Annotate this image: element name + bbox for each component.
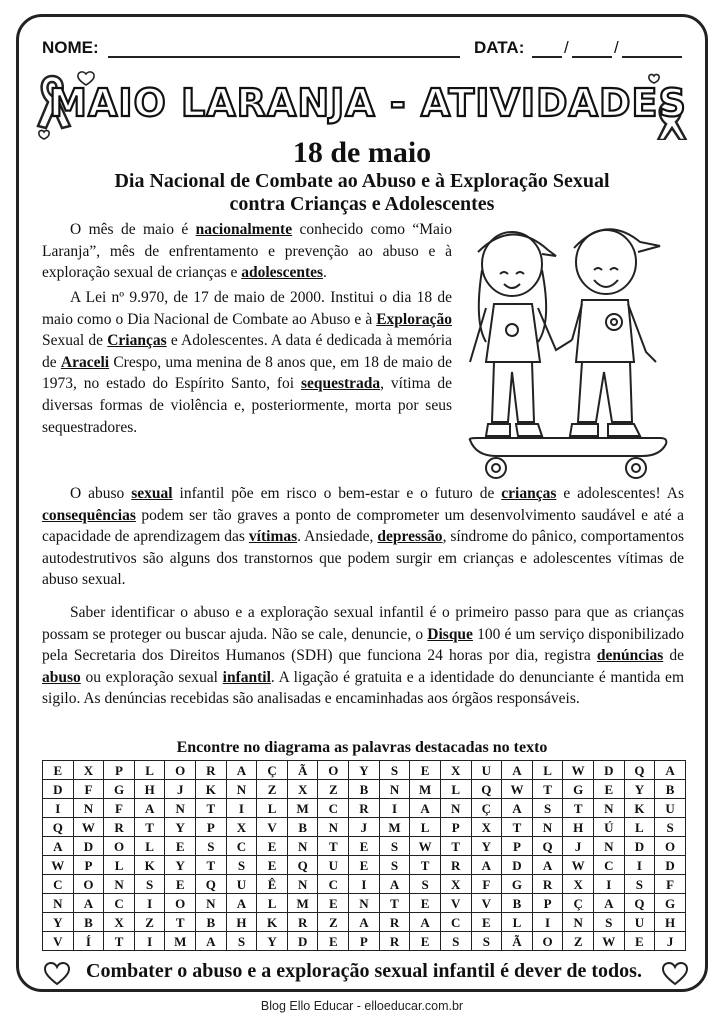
grid-cell[interactable]: T — [563, 799, 594, 818]
grid-cell[interactable]: H — [226, 913, 257, 932]
grid-cell[interactable]: P — [532, 894, 563, 913]
date-separator: / — [564, 38, 569, 57]
grid-cell[interactable]: M — [410, 780, 441, 799]
grid-cell[interactable]: E — [593, 780, 624, 799]
grid-cell[interactable]: N — [73, 799, 104, 818]
header — [42, 36, 684, 62]
date-month-line[interactable] — [572, 56, 612, 58]
grid-cell[interactable]: Z — [318, 780, 349, 799]
grid-cell[interactable]: N — [165, 799, 196, 818]
grid-cell[interactable]: Q — [532, 837, 563, 856]
grid-cell[interactable]: L — [624, 818, 655, 837]
banner-title: MAIO LARANJA - ATIVIDADES — [49, 81, 687, 125]
grid-cell[interactable]: O — [104, 837, 135, 856]
grid-row — [43, 799, 686, 818]
grid-cell[interactable]: G — [655, 894, 686, 913]
grid-cell[interactable]: A — [410, 913, 441, 932]
paragraph-text: O abuso — [70, 485, 132, 502]
grid-cell[interactable]: L — [257, 799, 288, 818]
grid-cell[interactable]: E — [349, 837, 380, 856]
grid-cell[interactable]: C — [43, 875, 74, 894]
paragraph-text: e Adolescentes. A data é dedicada à memória de — [42, 332, 452, 371]
highlighted-word: infantil — [222, 668, 271, 686]
grid-cell[interactable]: B — [349, 780, 380, 799]
grid-cell[interactable]: S — [410, 875, 441, 894]
grid-cell[interactable]: Y — [257, 932, 288, 951]
grid-cell[interactable]: M — [165, 932, 196, 951]
grid-cell[interactable]: V — [257, 818, 288, 837]
grid-cell[interactable]: E — [410, 894, 441, 913]
highlighted-word: crianças — [501, 485, 557, 502]
grid-cell[interactable]: S — [226, 932, 257, 951]
grid-cell[interactable]: T — [532, 780, 563, 799]
grid-cell[interactable]: N — [43, 894, 74, 913]
grid-cell[interactable]: Ç — [471, 799, 502, 818]
grid-cell[interactable]: E — [471, 913, 502, 932]
grid-cell[interactable]: E — [165, 837, 196, 856]
grid-cell[interactable]: C — [593, 856, 624, 875]
wordsearch-grid[interactable] — [42, 760, 686, 951]
grid-cell[interactable]: X — [440, 875, 471, 894]
grid-cell[interactable]: C — [318, 799, 349, 818]
grid-cell[interactable]: O — [655, 837, 686, 856]
grid-cell[interactable]: A — [349, 913, 380, 932]
grid-row — [43, 875, 686, 894]
grid-cell[interactable]: O — [532, 932, 563, 951]
grid-cell[interactable]: F — [73, 780, 104, 799]
grid-cell[interactable]: A — [593, 894, 624, 913]
grid-cell[interactable]: T — [165, 913, 196, 932]
grid-cell[interactable]: K — [624, 799, 655, 818]
grid-cell[interactable]: Ã — [502, 932, 533, 951]
grid-cell[interactable]: P — [196, 818, 227, 837]
grid-cell[interactable]: R — [287, 913, 318, 932]
grid-cell[interactable]: X — [226, 818, 257, 837]
grid-cell[interactable]: Í — [73, 932, 104, 951]
paragraph-text: , síndrome do pânico, comportamentos autodestrutivos são alguns dos transtornos que podem surgir em crianças e adolescentes vítimas de abuso sexual. — [42, 528, 684, 589]
grid-row — [43, 856, 686, 875]
paragraph-text: . A ligação é gratuita e a identidade do denunciante é mantida em sigilo. As denúncias recebidas são analisadas e encaminhadas aos órgãos responsáveis. — [42, 668, 684, 708]
grid-row — [43, 818, 686, 837]
highlighted-word: adolescentes — [241, 264, 324, 282]
highlighted-word: Araceli — [60, 353, 110, 371]
grid-cell[interactable]: S — [379, 856, 410, 875]
paragraph-text: Sexual de — [42, 332, 108, 350]
grid-cell[interactable]: E — [318, 894, 349, 913]
footer-credit — [0, 999, 724, 1013]
subtitle-line-1: Dia Nacional de Combate ao Abuso e à Exploração Sexual — [114, 170, 610, 192]
grid-cell[interactable]: Ç — [257, 761, 288, 780]
grid-cell[interactable]: Q — [43, 818, 74, 837]
highlighted-word: vítimas — [248, 528, 298, 546]
grid-cell[interactable]: C — [226, 837, 257, 856]
grid-row — [43, 761, 686, 780]
highlighted-word: Exploração — [376, 310, 452, 328]
name-field-line[interactable] — [108, 56, 460, 58]
grid-cell[interactable]: L — [134, 837, 165, 856]
grid-cell[interactable]: Q — [624, 761, 655, 780]
paragraph-text: Saber identificar o abuso e a exploração sexual infantil é o primeiro passo para que as crianças possam se proteger ou buscar ajuda. Não se cale, denuncie, o — [42, 604, 684, 643]
grid-cell[interactable]: E — [165, 875, 196, 894]
grid-cell[interactable]: Y — [165, 818, 196, 837]
grid-cell[interactable]: N — [379, 780, 410, 799]
grid-cell[interactable]: Ê — [257, 875, 288, 894]
grid-cell[interactable]: B — [502, 894, 533, 913]
grid-cell[interactable]: P — [104, 761, 135, 780]
grid-cell[interactable]: U — [624, 913, 655, 932]
grid-cell[interactable]: N — [318, 818, 349, 837]
highlighted-word: consequências — [42, 506, 136, 524]
paragraph-text: , vítima de diversas formas de violência e, posteriormente, morta por seus sequestradores. — [42, 375, 452, 436]
paragraph-text: podem ser tão graves a ponto de comprometer um desenvolvimento saudável e até a capacidade de aprendizagem das — [42, 506, 684, 546]
grid-cell[interactable]: A — [43, 837, 74, 856]
paragraph-text: . Ansiedade, — [297, 528, 378, 546]
grid-cell[interactable]: S — [440, 932, 471, 951]
grid-row — [43, 932, 686, 951]
highlighted-word: abuso — [42, 668, 81, 686]
highlighted-word: sequestrada — [300, 375, 381, 393]
grid-cell[interactable]: I — [593, 875, 624, 894]
grid-row — [43, 837, 686, 856]
grid-cell[interactable]: D — [43, 780, 74, 799]
grid-cell[interactable]: Ú — [593, 818, 624, 837]
grid-cell[interactable]: J — [349, 818, 380, 837]
grid-cell[interactable]: D — [624, 837, 655, 856]
grid-cell[interactable]: C — [104, 894, 135, 913]
grid-cell[interactable]: A — [226, 894, 257, 913]
grid-cell[interactable]: G — [502, 875, 533, 894]
grid-cell[interactable]: G — [104, 780, 135, 799]
grid-cell[interactable]: O — [165, 894, 196, 913]
grid-cell[interactable]: G — [563, 780, 594, 799]
grid-cell[interactable]: A — [379, 875, 410, 894]
title-banner — [30, 66, 694, 140]
heart-icon — [662, 962, 688, 986]
grid-cell[interactable]: E — [257, 856, 288, 875]
kids-illustration — [456, 212, 678, 484]
grid-cell[interactable]: J — [165, 780, 196, 799]
grid-cell[interactable]: A — [196, 932, 227, 951]
grid-cell[interactable]: T — [379, 894, 410, 913]
grid-cell[interactable]: N — [563, 913, 594, 932]
grid-cell[interactable]: Y — [349, 761, 380, 780]
grid-cell[interactable]: Ã — [287, 761, 318, 780]
grid-cell[interactable]: R — [379, 932, 410, 951]
grid-cell[interactable]: L — [410, 818, 441, 837]
grid-cell[interactable]: Y — [471, 837, 502, 856]
grid-cell[interactable]: E — [410, 761, 441, 780]
grid-cell[interactable]: S — [532, 799, 563, 818]
grid-cell[interactable]: U — [471, 761, 502, 780]
grid-cell[interactable]: S — [624, 875, 655, 894]
grid-cell[interactable]: Q — [196, 875, 227, 894]
highlighted-word: sexual — [131, 485, 173, 502]
grid-cell[interactable]: Q — [624, 894, 655, 913]
grid-cell[interactable]: E — [624, 932, 655, 951]
grid-cell[interactable]: K — [196, 780, 227, 799]
grid-cell[interactable]: L — [440, 780, 471, 799]
grid-cell[interactable]: M — [287, 799, 318, 818]
paragraph-3 — [42, 483, 684, 591]
paragraph-1 — [42, 219, 452, 284]
grid-cell[interactable]: N — [287, 837, 318, 856]
date-separator: / — [614, 38, 619, 57]
grid-cell[interactable]: A — [134, 799, 165, 818]
grid-cell[interactable]: O — [165, 761, 196, 780]
grid-cell[interactable]: A — [655, 761, 686, 780]
page-title: 18 de maio — [292, 136, 432, 169]
paragraph-text: ou exploração sexual — [80, 668, 223, 686]
grid-cell[interactable]: U — [318, 856, 349, 875]
grid-cell[interactable]: L — [532, 761, 563, 780]
grid-cell[interactable]: C — [318, 875, 349, 894]
grid-cell[interactable]: Z — [257, 780, 288, 799]
grid-cell[interactable]: K — [134, 856, 165, 875]
subtitle-line-2: contra Crianças e Adolescentes — [229, 193, 495, 215]
grid-cell[interactable]: F — [655, 875, 686, 894]
grid-cell[interactable]: S — [471, 932, 502, 951]
grid-cell[interactable]: D — [502, 856, 533, 875]
paragraph-text: . — [323, 264, 327, 282]
grid-cell[interactable]: X — [104, 913, 135, 932]
grid-cell[interactable]: E — [43, 761, 74, 780]
grid-cell[interactable]: N — [349, 894, 380, 913]
grid-cell[interactable]: R — [440, 856, 471, 875]
grid-cell[interactable]: I — [532, 913, 563, 932]
grid-cell[interactable]: T — [104, 932, 135, 951]
grid-cell[interactable]: T — [318, 837, 349, 856]
footer-message: Combater o abuso e a exploração sexual infantil é dever de todos. — [86, 960, 642, 982]
grid-cell[interactable]: M — [287, 894, 318, 913]
grid-cell[interactable]: N — [226, 780, 257, 799]
grid-cell[interactable]: T — [196, 799, 227, 818]
grid-cell[interactable]: A — [502, 761, 533, 780]
grid-cell[interactable]: I — [134, 894, 165, 913]
paragraph-2 — [42, 287, 452, 438]
grid-cell[interactable]: I — [226, 799, 257, 818]
grid-cell[interactable]: H — [655, 913, 686, 932]
grid-cell[interactable]: L — [104, 856, 135, 875]
grid-cell[interactable]: A — [532, 856, 563, 875]
paragraph-text: de — [663, 647, 684, 665]
grid-cell[interactable]: V — [471, 894, 502, 913]
grid-cell[interactable]: A — [410, 799, 441, 818]
grid-cell[interactable]: X — [563, 875, 594, 894]
grid-cell[interactable]: T — [410, 856, 441, 875]
grid-row — [43, 894, 686, 913]
paragraph-text: O mês de maio é — [70, 221, 196, 238]
grid-cell[interactable]: J — [563, 837, 594, 856]
grid-cell[interactable]: A — [471, 856, 502, 875]
grid-cell[interactable]: N — [104, 875, 135, 894]
paragraph-text: 100 é um serviço disponibilizado pela Secretaria dos Direitos Humanos (SDH) que funciona 24 horas por dia, registra — [42, 625, 684, 665]
grid-cell[interactable]: E — [257, 837, 288, 856]
grid-cell[interactable]: B — [73, 913, 104, 932]
grid-cell[interactable]: H — [563, 818, 594, 837]
grid-cell[interactable]: D — [593, 761, 624, 780]
grid-cell[interactable]: S — [655, 818, 686, 837]
grid-cell[interactable]: Ç — [563, 894, 594, 913]
grid-cell[interactable]: P — [73, 856, 104, 875]
grid-cell[interactable]: U — [655, 799, 686, 818]
grid-cell[interactable]: E — [349, 856, 380, 875]
grid-cell[interactable]: B — [655, 780, 686, 799]
grid-cell[interactable]: B — [196, 913, 227, 932]
grid-row — [43, 913, 686, 932]
highlighted-word: Disque — [427, 625, 473, 643]
grid-cell[interactable]: I — [349, 875, 380, 894]
wordsearch-title: Encontre no diagrama as palavras destacadas no texto — [176, 739, 548, 756]
grid-cell[interactable]: R — [196, 761, 227, 780]
grid-cell[interactable]: Z — [563, 932, 594, 951]
grid-cell[interactable]: R — [104, 818, 135, 837]
grid-cell[interactable]: I — [134, 932, 165, 951]
paragraph-text: e adolescentes! As — [556, 485, 684, 502]
grid-cell[interactable]: K — [257, 913, 288, 932]
grid-cell[interactable]: H — [134, 780, 165, 799]
paragraph-text: A Lei nº 9.970, de 17 de maio de 2000. Institui o dia 18 de maio como o Dia Nacional de Combate ao Abuso e à — [42, 289, 452, 328]
grid-cell[interactable]: O — [318, 761, 349, 780]
paragraph-4 — [42, 602, 684, 710]
grid-cell[interactable]: L — [502, 913, 533, 932]
grid-cell[interactable]: W — [563, 856, 594, 875]
grid-cell[interactable]: X — [440, 761, 471, 780]
grid-cell[interactable]: O — [73, 875, 104, 894]
grid-cell[interactable]: F — [471, 875, 502, 894]
grid-cell[interactable]: P — [440, 818, 471, 837]
grid-cell[interactable]: Q — [471, 780, 502, 799]
paragraph-text: Crespo, uma menina de 8 anos que, em 18 de maio de 1973, no estado do Espírito Santo, foi — [42, 353, 452, 393]
highlighted-word: nacionalmente — [195, 221, 293, 238]
kids-on-skateboard-icon — [456, 212, 678, 484]
grid-cell[interactable]: T — [196, 856, 227, 875]
grid-cell[interactable]: J — [655, 932, 686, 951]
grid-cell[interactable]: R — [349, 799, 380, 818]
grid-cell[interactable]: V — [440, 894, 471, 913]
date-day-line[interactable] — [532, 56, 562, 58]
grid-cell[interactable]: X — [471, 818, 502, 837]
grid-cell[interactable]: A — [502, 799, 533, 818]
paragraph-text: conhecido como “Maio Laranja”, mês de enfrentamento e prevenção ao abuso e à exploração sexual de crianças e — [42, 221, 452, 282]
name-label: NOME: — [42, 38, 99, 57]
grid-cell[interactable]: N — [532, 818, 563, 837]
grid-cell[interactable]: S — [593, 913, 624, 932]
grid-cell[interactable]: S — [226, 856, 257, 875]
paragraph-text: infantil põe em risco o bem-estar e o futuro de — [172, 485, 502, 502]
grid-cell[interactable]: E — [318, 932, 349, 951]
grid-cell[interactable]: Y — [43, 913, 74, 932]
grid-cell[interactable]: W — [502, 780, 533, 799]
grid-cell[interactable]: U — [226, 875, 257, 894]
grid-cell[interactable]: S — [379, 837, 410, 856]
grid-cell[interactable]: W — [563, 761, 594, 780]
grid-cell[interactable]: I — [624, 856, 655, 875]
grid-cell[interactable]: V — [43, 932, 74, 951]
grid-row — [43, 780, 686, 799]
grid-cell[interactable]: Z — [134, 913, 165, 932]
grid-cell[interactable]: W — [43, 856, 74, 875]
grid-cell[interactable]: N — [593, 837, 624, 856]
title-banner-art — [30, 66, 694, 140]
grid-cell[interactable]: A — [73, 894, 104, 913]
grid-cell[interactable]: S — [379, 761, 410, 780]
grid-cell[interactable]: L — [134, 761, 165, 780]
grid-cell[interactable]: N — [440, 799, 471, 818]
grid-cell[interactable]: N — [287, 875, 318, 894]
grid-cell[interactable]: P — [502, 837, 533, 856]
grid-cell[interactable]: N — [196, 894, 227, 913]
grid-cell[interactable]: W — [410, 837, 441, 856]
grid-cell[interactable]: I — [379, 799, 410, 818]
grid-cell[interactable]: Y — [624, 780, 655, 799]
grid-cell[interactable]: D — [655, 856, 686, 875]
grid-cell[interactable]: N — [593, 799, 624, 818]
grid-cell[interactable]: R — [379, 913, 410, 932]
date-label: DATA: — [474, 38, 525, 57]
grid-cell[interactable]: A — [226, 761, 257, 780]
grid-cell[interactable]: P — [349, 932, 380, 951]
grid-cell[interactable]: D — [287, 932, 318, 951]
grid-cell[interactable]: F — [104, 799, 135, 818]
grid-cell[interactable]: W — [593, 932, 624, 951]
grid-cell[interactable]: Z — [318, 913, 349, 932]
highlighted-word: depressão — [377, 528, 443, 546]
grid-cell[interactable]: W — [73, 818, 104, 837]
grid-cell[interactable]: L — [257, 894, 288, 913]
date-year-line[interactable] — [622, 56, 682, 58]
grid-cell[interactable]: C — [440, 913, 471, 932]
grid-cell[interactable]: X — [287, 780, 318, 799]
grid-cell[interactable]: M — [379, 818, 410, 837]
grid-cell[interactable]: X — [73, 761, 104, 780]
grid-cell[interactable]: T — [440, 837, 471, 856]
highlighted-word: Crianças — [107, 332, 167, 350]
page-subtitle — [0, 170, 724, 216]
grid-cell[interactable]: Q — [287, 856, 318, 875]
grid-cell[interactable]: B — [287, 818, 318, 837]
grid-cell[interactable]: T — [502, 818, 533, 837]
grid-cell[interactable]: E — [410, 932, 441, 951]
grid-cell[interactable]: D — [73, 837, 104, 856]
grid-cell[interactable]: S — [134, 875, 165, 894]
grid-cell[interactable]: Y — [165, 856, 196, 875]
highlighted-word: denúncias — [596, 647, 664, 665]
grid-cell[interactable]: T — [134, 818, 165, 837]
grid-cell[interactable]: I — [43, 799, 74, 818]
grid-cell[interactable]: R — [532, 875, 563, 894]
grid-cell[interactable]: S — [196, 837, 227, 856]
credit-text[interactable]: Blog Ello Educar - elloeducar.com.br — [253, 999, 471, 1013]
